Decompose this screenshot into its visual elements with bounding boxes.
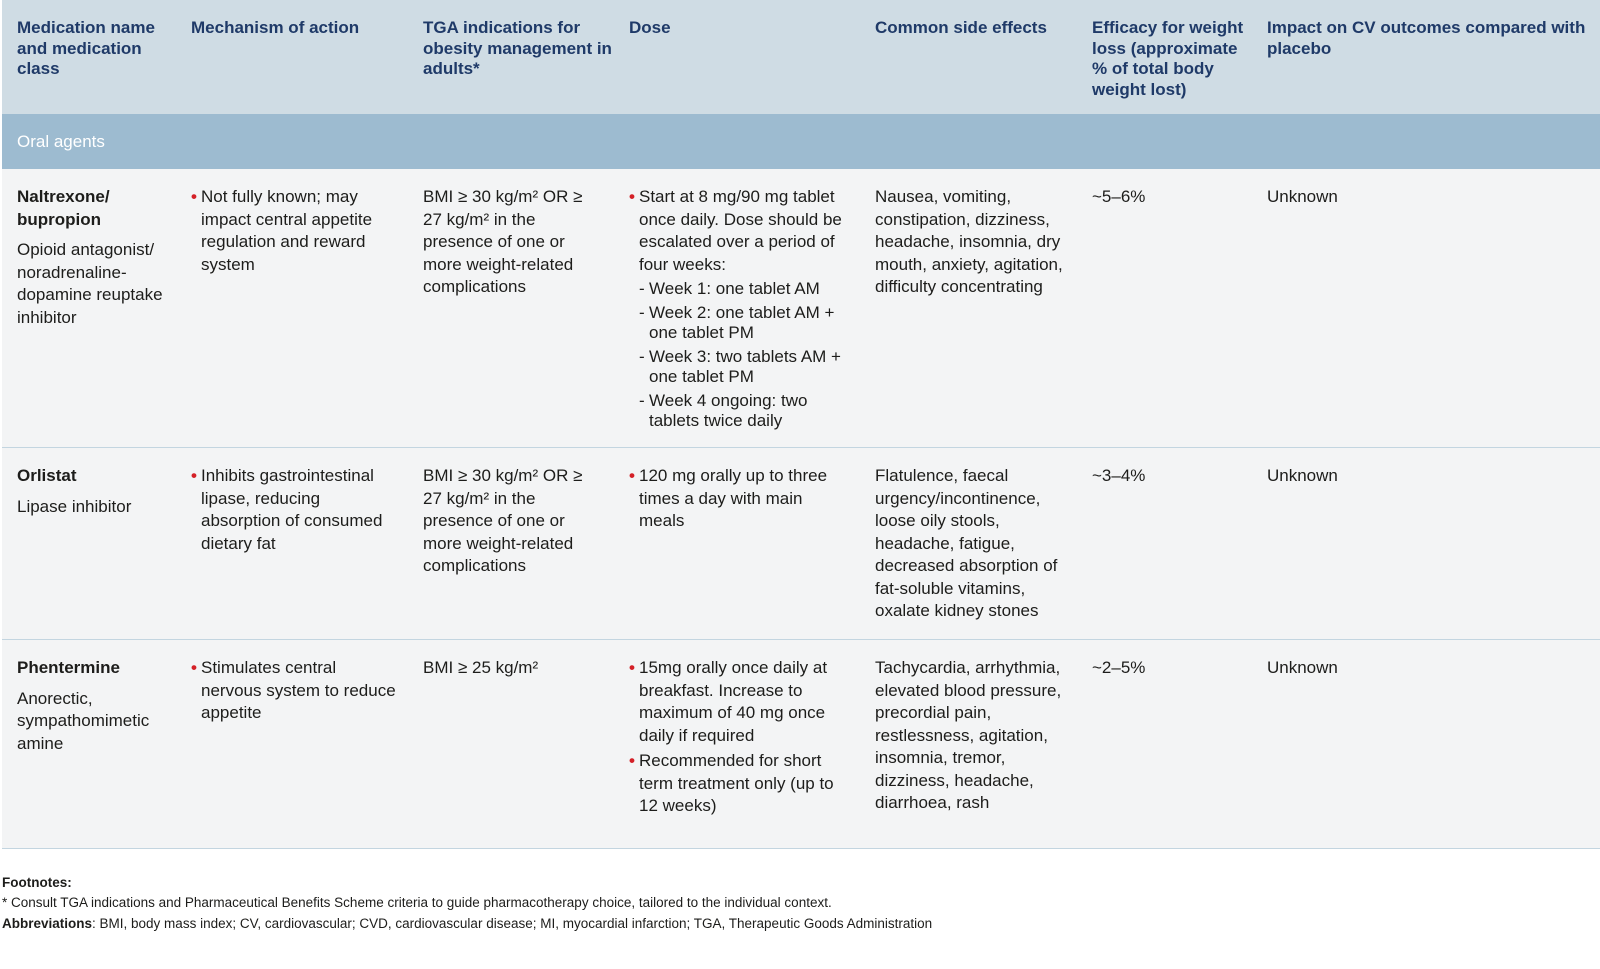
medication-table [2,0,1600,849]
indications-cell: BMI ≥ 30 kg/m² OR ≥ 27 kg/m² in the presence of one or more weight-related complications [423,466,583,575]
dose-cell [614,640,860,848]
header-cell: Mechanism of action [191,18,360,37]
table-row [2,448,1600,640]
dose-cell [614,169,860,447]
table-header-row [2,0,1600,114]
medication-name: Orlistat [17,466,77,485]
footnotes [2,874,1592,934]
table-row [2,169,1600,448]
dose-step: - Week 3: two tablets AM + one tablet PM [629,347,852,388]
dose-step: - Week 1: one tablet AM [629,279,852,300]
medication-cell [2,448,176,639]
abbreviations-text: : BMI, body mass index; CV, cardiovascular; CVD, cardiovascular disease; MI, myocardial infarction; TGA, Therapeutic Goods Administration [92,916,933,931]
header-cell: TGA indications for obesity management in adults* [423,18,612,78]
efficacy-cell: ~2–5% [1092,658,1146,677]
cv-impact-cell: Unknown [1267,466,1338,485]
mechanism-cell [176,448,408,639]
header-cell: Dose [629,18,671,37]
header-cell: Common side effects [875,18,1047,37]
medication-name: Phentermine [17,658,120,677]
dose-bullet: • Recommended for short term treatment only (up to 12 weeks) [629,750,852,818]
medication-class: Anorectic, sympathomimetic amine [17,688,150,753]
indications-cell: BMI ≥ 25 kg/m² [423,658,539,677]
abbreviations-line [2,913,1592,934]
efficacy-cell: ~3–4% [1092,466,1146,485]
dose-cell [614,448,860,639]
header-cell: Medication name and medication class [17,18,155,78]
section-row [2,114,1600,169]
mechanism-cell [176,640,408,848]
header-cell: Efficacy for weight loss (approximate % of total body weight lost) [1092,18,1244,99]
medication-name: Naltrexone/ bupropion [17,187,110,229]
medication-class: Lipase inhibitor [17,496,132,516]
dose-bullet: • 120 mg orally up to three times a day with main meals [629,465,852,533]
medication-cell [2,169,176,447]
section-label: Oral agents [17,131,105,151]
abbreviations-label: Abbreviations [2,916,93,931]
mechanism-bullet: • Inhibits gastrointestinal lipase, reducing absorption of consumed dietary fat [191,465,400,555]
dose-step: - Week 2: one tablet AM + one tablet PM [629,303,852,344]
dose-bullet: • 15mg orally once daily at breakfast. Increase to maximum of 40 mg once daily if required [629,657,852,747]
medication-cell [2,640,176,848]
dose-bullet: • Start at 8 mg/90 mg tablet once daily. Dose should be escalated over a period of four weeks: [629,186,852,276]
mechanism-bullet: • Stimulates central nervous system to reduce appetite [191,657,400,725]
medication-class: Opioid antagonist/ noradrenaline-dopamine reuptake inhibitor [17,240,163,327]
footnotes-title: Footnotes: [2,875,72,890]
mechanism-cell [176,169,408,447]
side-effects-cell: Tachycardia, arrhythmia, elevated blood pressure, precordial pain, restlessness, agitation, insomnia, tremor, dizziness, headache, diarrhoea, rash [875,658,1062,812]
cv-impact-cell: Unknown [1267,187,1338,206]
header-cell: Impact on CV outcomes compared with placebo [1267,18,1586,58]
indications-cell: BMI ≥ 30 kg/m² OR ≥ 27 kg/m² in the presence of one or more weight-related complications [423,187,583,296]
dose-step: - Week 4 ongoing: two tablets twice daily [629,391,852,432]
table-row [2,640,1600,849]
side-effects-cell: Nausea, vomiting, constipation, dizziness, headache, insomnia, dry mouth, anxiety, agitation, difficulty concentrating [875,187,1063,296]
mechanism-bullet: • Not fully known; may impact central appetite regulation and reward system [191,186,400,276]
side-effects-cell: Flatulence, faecal urgency/incontinence, loose oily stools, headache, fatigue, decreased absorption of fat-soluble vitamins, oxalate kidney stones [875,466,1058,620]
cv-impact-cell: Unknown [1267,658,1338,677]
footnote-note: * Consult TGA indications and Pharmaceutical Benefits Scheme criteria to guide pharmacotherapy choice, tailored to the individual context. [2,895,832,910]
efficacy-cell: ~5–6% [1092,187,1146,206]
